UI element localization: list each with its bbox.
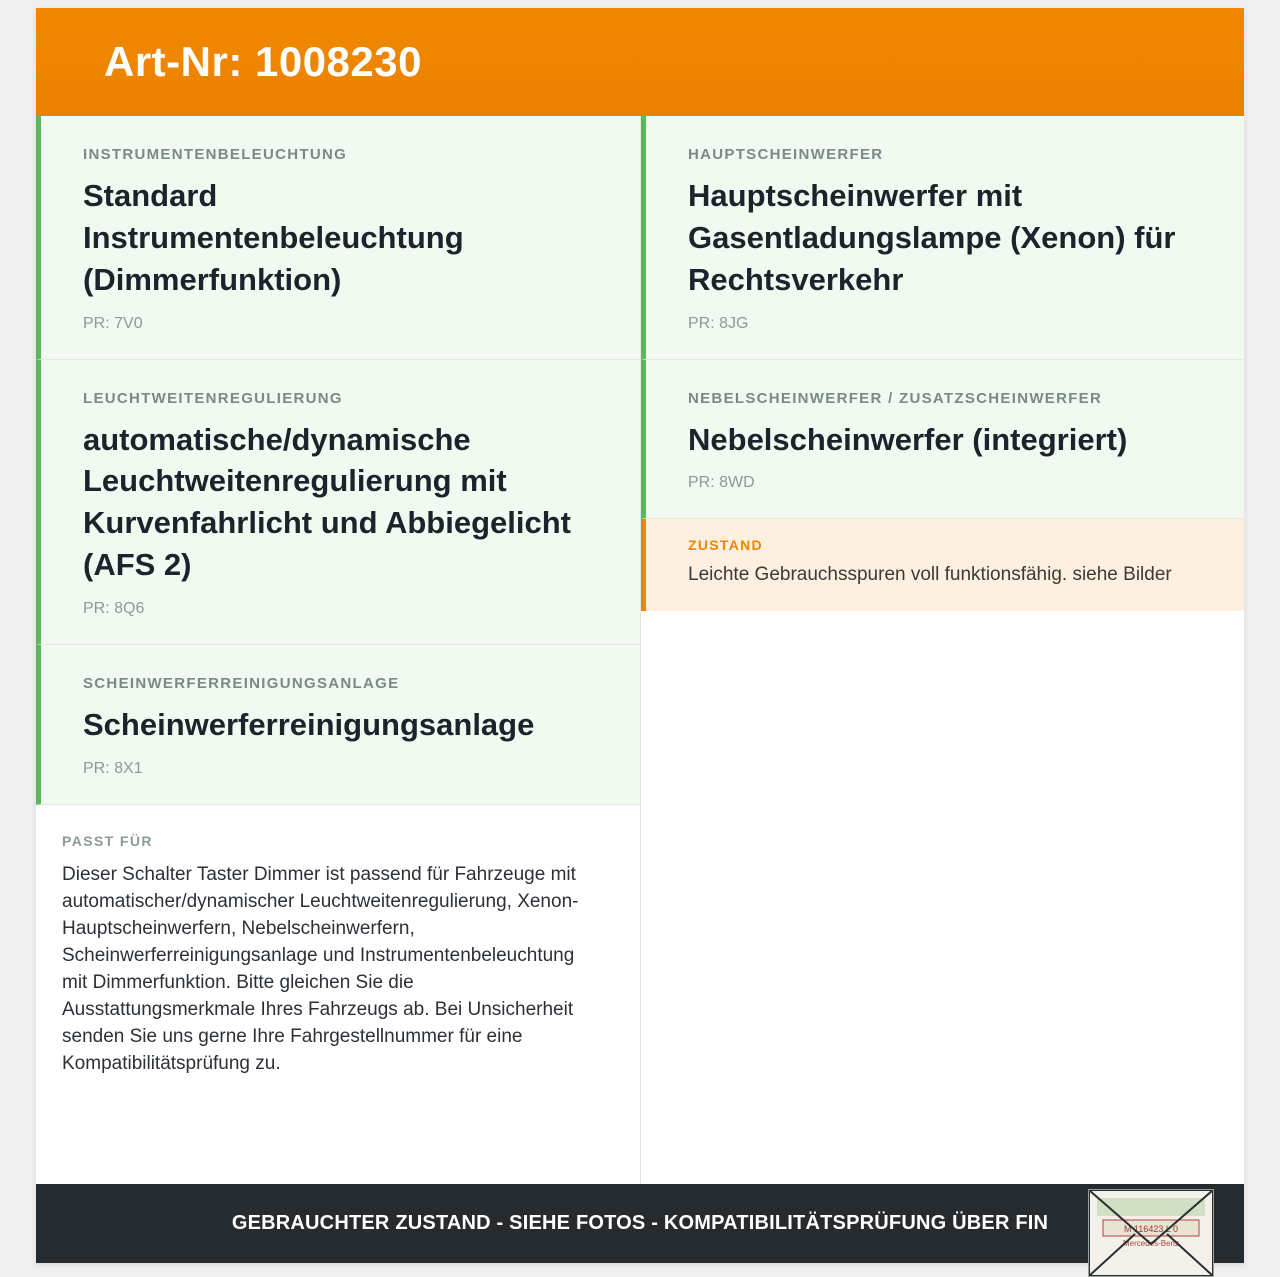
page-title: Art-Nr: 1008230 bbox=[104, 38, 422, 85]
feature-pr-code: PR: 7V0 bbox=[83, 314, 143, 332]
right-column-spacer bbox=[641, 611, 1244, 1184]
content-area bbox=[36, 116, 1244, 1184]
feature-label: LEUCHTWEITENREGULIERUNG bbox=[83, 389, 343, 407]
feature-card bbox=[641, 116, 1244, 360]
feature-value: Hauptscheinwerfer mit Gasentladungslampe (Xenon) für Rechtsverkehr bbox=[688, 178, 1176, 297]
feature-card bbox=[36, 116, 640, 360]
right-column bbox=[641, 116, 1244, 1184]
feature-pr-code: PR: 8X1 bbox=[83, 759, 143, 777]
footer-bar bbox=[36, 1184, 1244, 1263]
condition-label: ZUSTAND bbox=[688, 537, 763, 554]
header-bar bbox=[36, 8, 1244, 116]
feature-card bbox=[641, 360, 1244, 520]
svg-text:Mercedes-Benz: Mercedes-Benz bbox=[1122, 1239, 1180, 1248]
feature-label: SCHEINWERFERREINIGUNGSANLAGE bbox=[83, 674, 400, 692]
product-info-sheet bbox=[36, 8, 1244, 1263]
svg-text:M 116423 L 0: M 116423 L 0 bbox=[1123, 1224, 1179, 1234]
condition-text: Leichte Gebrauchsspuren voll funktionsfähig. siehe Bilder bbox=[688, 564, 1172, 586]
feature-pr-code: PR: 8JG bbox=[688, 314, 749, 332]
feature-card bbox=[36, 360, 640, 645]
feature-value: Scheinwerferreinigungsanlage bbox=[83, 706, 535, 742]
feature-value: Nebelscheinwerfer (integriert) bbox=[688, 421, 1128, 457]
footer-text: GEBRAUCHTER ZUSTAND - SIEHE FOTOS - KOMPATIBILITÄTSPRÜFUNG ÜBER FIN bbox=[231, 1212, 1049, 1234]
left-column bbox=[36, 116, 641, 1184]
fits-for-text: Dieser Schalter Taster Dimmer ist passend für Fahrzeuge mit automatischer/dynamischer Leuchtweitenregulierung, Xenon-Hauptscheinwerfern, Nebelscheinwerfern, Scheinwerferreinigungsanlage und Instrumentenbeleuchtung mit Dimmerfunktion. Bitte gleichen Sie die Ausstattungsmerkmale Ihres Fahrzeugs ab. Bei Unsicherheit senden Sie uns gerne Ihre Fahrgestellnummer für eine Kompatibilitätsprüfung zu. bbox=[62, 863, 579, 1074]
feature-pr-code: PR: 8Q6 bbox=[83, 599, 145, 617]
left-column-spacer bbox=[36, 1104, 640, 1185]
condition-block bbox=[641, 519, 1244, 610]
feature-label: INSTRUMENTENBELEUCHTUNG bbox=[83, 146, 348, 163]
feature-value: Standard Instrumentenbeleuchtung (Dimmerfunktion) bbox=[83, 178, 464, 297]
feature-pr-code: PR: 8WD bbox=[688, 474, 755, 492]
envelope-icon bbox=[1088, 1189, 1214, 1277]
feature-label: HAUPTSCHEINWERFER bbox=[688, 146, 884, 163]
fits-for-block bbox=[36, 805, 640, 1104]
feature-card bbox=[36, 645, 640, 805]
fits-for-label: PASST FÜR bbox=[62, 832, 153, 849]
feature-value: automatische/dynamische Leuchtweitenregulierung mit Kurvenfahrlicht und Abbiegelicht (AFS 2) bbox=[83, 421, 571, 583]
feature-label: NEBELSCHEINWERFER / ZUSATZSCHEINWERFER bbox=[688, 389, 1103, 407]
envelope-graphic bbox=[1089, 1190, 1213, 1276]
